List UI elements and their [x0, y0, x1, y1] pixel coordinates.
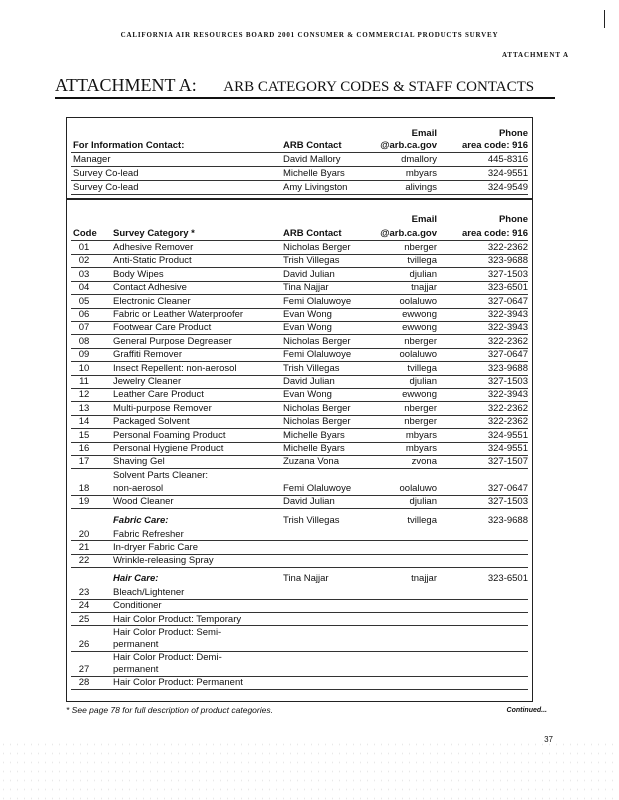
footnote: * See page 78 for full description of product categories.: [66, 705, 273, 715]
category: Wrinkle-releasing Spray: [113, 555, 214, 566]
code: 04: [78, 282, 90, 294]
phone: 324-9551: [487, 168, 528, 179]
category-line1: Solvent Parts Cleaner:: [113, 469, 209, 481]
area-code-header: area code: 916: [461, 140, 528, 151]
row-rule: [71, 567, 528, 568]
code: 25: [78, 613, 90, 625]
phone: 322-2362: [487, 242, 528, 253]
code: 16: [78, 443, 90, 454]
phone: 322-2362: [487, 416, 528, 428]
phone: 324-9551: [487, 429, 528, 441]
code: 28: [78, 677, 90, 689]
survey-header: CALIFORNIA AIR RESOURCES BOARD 2001 CONSUMER & COMMERCIAL PRODUCTS SURVEY: [120, 31, 499, 39]
contact-name: Michelle Byars: [283, 443, 345, 454]
category: Personal Foaming Product: [113, 429, 226, 441]
code: 14: [78, 416, 90, 428]
divider: [71, 152, 528, 153]
category: Packaged Solvent: [113, 416, 190, 428]
page-title: [55, 75, 534, 96]
category: non-aerosol: [113, 482, 164, 494]
code: 18: [78, 482, 90, 494]
email: mbyars: [405, 429, 437, 441]
scan-noise: [0, 740, 619, 800]
code: 10: [78, 362, 90, 374]
title-rule: [55, 97, 555, 99]
contact-name: Trish Villegas: [283, 514, 340, 526]
contact-name: Femi Olaluwoye: [283, 349, 352, 361]
category-header: Survey Category *: [113, 228, 195, 239]
code: 20: [78, 528, 90, 540]
phone: 323-6501: [487, 282, 528, 294]
category-line1: Hair Color Product: Semi-: [113, 626, 222, 638]
code: 15: [78, 429, 90, 441]
code: 07: [78, 322, 90, 334]
contact-name: Michelle Byars: [283, 429, 345, 441]
category: Conditioner: [113, 600, 162, 612]
title-subtitle: ARB CATEGORY CODES & STAFF CONTACTS: [223, 79, 535, 95]
category: Fabric Refresher: [113, 528, 184, 540]
phone: 322-2362: [487, 402, 528, 414]
code: 05: [78, 295, 90, 307]
contact-name: Femi Olaluwoye: [283, 295, 352, 307]
category: Contact Adhesive: [113, 282, 187, 294]
arb-contact-header: ARB Contact: [283, 140, 342, 151]
email: tvillega: [407, 514, 437, 526]
code: 01: [78, 242, 90, 253]
email: djulian: [409, 496, 437, 508]
contact-name: David Julian: [283, 376, 335, 387]
phone: 327-1507: [487, 456, 528, 468]
contact-name: Femi Olaluwoye: [283, 482, 352, 494]
row-rule: [71, 166, 528, 167]
code: 21: [78, 541, 90, 553]
divider: [71, 240, 528, 241]
category: Anti-Static Product: [113, 255, 192, 267]
phone: 323-9688: [487, 255, 528, 267]
category: Wood Cleaner: [113, 496, 174, 508]
email: tvillega: [407, 255, 437, 267]
code: 22: [78, 555, 90, 566]
email: ewwong: [402, 322, 437, 334]
attachment-tag: ATTACHMENT A: [501, 51, 569, 59]
code-header: Code: [73, 228, 97, 239]
contact-name: Michelle Byars: [283, 168, 345, 179]
contact-name: David Julian: [283, 268, 335, 280]
phone: 327-1503: [487, 496, 528, 508]
category: Adhesive Remover: [113, 242, 194, 253]
email: nberger: [404, 335, 437, 347]
phone: 323-6501: [487, 573, 528, 585]
row-rule: [71, 508, 528, 509]
category: Footwear Care Product: [113, 322, 212, 334]
email: alivings: [405, 182, 437, 193]
code: 27: [78, 664, 90, 675]
email: oolaluwo: [399, 482, 437, 494]
email: nberger: [404, 242, 437, 253]
page-number: 37: [544, 735, 553, 744]
role: Manager: [73, 154, 111, 165]
category: In-dryer Fabric Care: [113, 541, 198, 553]
contact-name: Tina Najjar: [283, 282, 329, 294]
category: Jewelry Cleaner: [113, 376, 182, 387]
category: Hair Color Product: Permanent: [113, 677, 243, 689]
category: Hair Color Product: Temporary: [113, 613, 242, 625]
email-header: Email: [411, 128, 437, 139]
code: 17: [78, 456, 90, 468]
row-rule: [71, 689, 528, 690]
code: 12: [78, 389, 90, 401]
email: ewwong: [402, 389, 437, 401]
arb-contact-header: ARB Contact: [283, 228, 342, 239]
category: Personal Hygiene Product: [113, 443, 224, 454]
contact-name: Nicholas Berger: [283, 402, 351, 414]
email: tvillega: [407, 362, 437, 374]
contact-name: Zuzana Vona: [283, 456, 339, 468]
email: mbyars: [405, 443, 437, 454]
role: Survey Co-lead: [73, 168, 139, 179]
contact-name: Nicholas Berger: [283, 242, 351, 253]
category: Body Wipes: [113, 268, 164, 280]
code: 13: [78, 402, 90, 414]
email: oolaluwo: [399, 349, 437, 361]
code: 08: [78, 335, 90, 347]
margin-mark: [604, 10, 605, 28]
phone: 327-0647: [487, 349, 528, 361]
phone: 327-0647: [487, 295, 528, 307]
contact-name: Evan Wong: [283, 309, 332, 320]
category: Bleach/Lightener: [113, 587, 185, 599]
phone: 322-3943: [487, 389, 528, 401]
category: Leather Care Product: [113, 389, 204, 401]
continued-label: Continued...: [506, 707, 547, 714]
contact-name: Tina Najjar: [283, 573, 329, 585]
group-label: Hair Care:: [113, 573, 159, 585]
email-domain-header: @arb.ca.gov: [380, 140, 437, 151]
phone: 324-9549: [487, 182, 528, 193]
contact-name: Amy Livingston: [283, 182, 348, 193]
code: 11: [79, 376, 89, 387]
category: permanent: [113, 664, 159, 675]
email: tnajjar: [411, 282, 437, 294]
contact-name: Trish Villegas: [283, 362, 340, 374]
email: ewwong: [402, 309, 437, 320]
row-rule: [71, 194, 528, 195]
phone: 323-9688: [487, 362, 528, 374]
phone: 324-9551: [487, 443, 528, 454]
code: 23: [78, 587, 90, 599]
contact-name: Trish Villegas: [283, 255, 340, 267]
contact-name: David Mallory: [283, 154, 341, 165]
email: djulian: [409, 376, 437, 387]
area-code-header: area code: 916: [461, 228, 528, 239]
code: 02: [78, 255, 90, 267]
row-rule: [71, 180, 528, 181]
phone-header: Phone: [498, 128, 528, 139]
category-line1: Hair Color Product: Demi-: [113, 652, 222, 663]
code: 26: [78, 638, 90, 650]
code: 06: [78, 309, 90, 320]
email-domain-header: @arb.ca.gov: [380, 228, 437, 239]
code: 09: [78, 349, 90, 361]
email: mbyars: [405, 168, 437, 179]
phone: 322-3943: [487, 322, 528, 334]
category: Multi-purpose Remover: [113, 402, 212, 414]
title-main: ATTACHMENT A:: [55, 75, 197, 95]
email: oolaluwo: [399, 295, 437, 307]
phone: 322-2362: [487, 335, 528, 347]
role: Survey Co-lead: [73, 182, 139, 193]
category: Shaving Gel: [113, 456, 165, 468]
contact-header: For Information Contact:: [73, 140, 185, 151]
email: nberger: [404, 416, 437, 428]
category: General Purpose Degreaser: [113, 335, 232, 347]
phone: 327-1503: [487, 376, 528, 387]
phone: 323-9688: [487, 514, 528, 526]
phone: 322-3943: [487, 309, 528, 320]
phone-header: Phone: [498, 214, 528, 225]
phone: 327-0647: [487, 482, 528, 494]
contact-name: David Julian: [283, 496, 335, 508]
contact-name: Nicholas Berger: [283, 416, 351, 428]
email-header: Email: [411, 214, 437, 225]
phone: 327-1503: [487, 268, 528, 280]
category-table: [66, 199, 533, 702]
email: zvona: [411, 456, 437, 468]
email: nberger: [404, 402, 437, 414]
email: dmallory: [401, 154, 437, 165]
category: Fabric or Leather Waterproofer: [113, 309, 244, 320]
email: tnajjar: [411, 573, 437, 585]
code: 19: [78, 496, 90, 508]
email: djulian: [409, 268, 437, 280]
contact-name: Evan Wong: [283, 389, 332, 401]
code: 03: [78, 268, 90, 280]
phone: 445-8316: [487, 154, 528, 165]
contact-name: Nicholas Berger: [283, 335, 351, 347]
info-contacts-table: [66, 117, 533, 199]
contact-name: Evan Wong: [283, 322, 332, 334]
group-label: Fabric Care:: [113, 514, 169, 526]
category: Electronic Cleaner: [113, 295, 191, 307]
code: 24: [78, 600, 90, 612]
category: Insect Repellent: non-aerosol: [113, 362, 237, 374]
category: permanent: [113, 638, 159, 650]
category: Graffiti Remover: [113, 349, 182, 361]
